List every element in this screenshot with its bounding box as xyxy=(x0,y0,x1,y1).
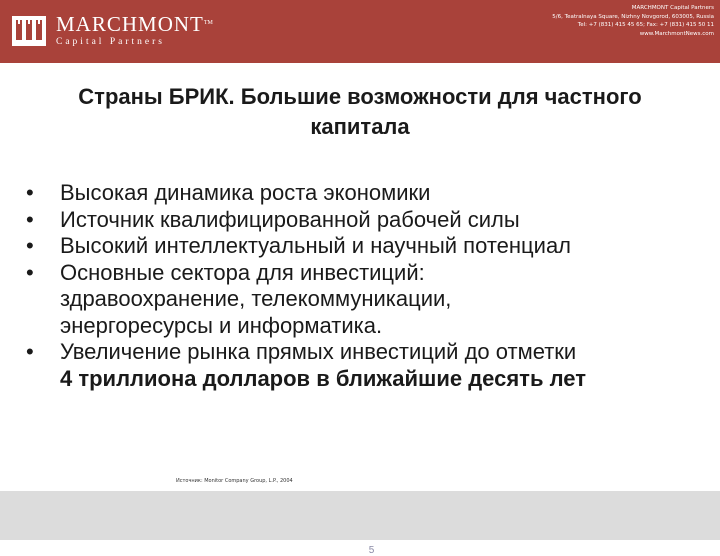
bullet-text-line: Увеличение рынка прямых инвестиций до отметки xyxy=(60,339,577,364)
bullet-text: Высокая динамика роста экономики xyxy=(60,180,431,205)
castle-logo-icon xyxy=(12,16,46,46)
bullet-dot-icon: • xyxy=(26,339,34,364)
bullet-list xyxy=(26,180,720,392)
bullet-text: Высокий интеллектуальный и научный потенциал xyxy=(60,233,572,258)
header-bar xyxy=(0,0,720,63)
bullet-dot-icon: • xyxy=(26,180,34,205)
contact-website[interactable]: www.MarchmontNews.com xyxy=(639,30,714,37)
bullet-item xyxy=(26,207,720,234)
bullet-dot-icon: • xyxy=(26,206,34,232)
footer-bar xyxy=(0,491,720,556)
bullet-item xyxy=(26,233,720,260)
contact-phone: Tel: +7 (831) 415 45 65; Fax: +7 (831) 415 50 11 xyxy=(577,22,714,28)
contact-info xyxy=(552,4,714,38)
bullet-item xyxy=(26,260,720,340)
logo xyxy=(12,12,213,47)
contact-company: MARCHMONT Capital Partners xyxy=(631,5,714,11)
logo-tagline: Capital Partners xyxy=(56,37,165,47)
logo-name: MARCHMONT TM xyxy=(56,12,213,36)
bullet-text-line: Основные сектора для инвестиций: xyxy=(60,259,425,285)
contact-address: 5/6, Teatralnaya Square, Nizhny Novgorod, 603005, Russia xyxy=(552,13,714,20)
bullet-text-line: энергоресурсы и информатика. xyxy=(60,312,383,338)
bullet-dot-icon: • xyxy=(26,233,34,258)
logo-trademark: TM xyxy=(203,20,213,26)
page-number: 5 xyxy=(368,545,375,556)
bullet-text: Источник квалифицированной рабочей силы xyxy=(60,206,520,232)
logo-text xyxy=(56,12,213,47)
bullet-text-emphasis: 4 триллиона долларов в ближайшие десять лет xyxy=(60,365,587,391)
source-note: Источник: Monitor Company Group, L.P., 2004 xyxy=(176,478,293,484)
bullet-item xyxy=(26,339,720,392)
slide-title: Страны БРИК. Большие возможности для частного капитала xyxy=(78,84,642,139)
bullet-dot-icon: • xyxy=(26,259,34,285)
bullet-text-line: здравоохранение, телекоммуникации, xyxy=(60,286,452,311)
bullet-item xyxy=(26,180,720,207)
